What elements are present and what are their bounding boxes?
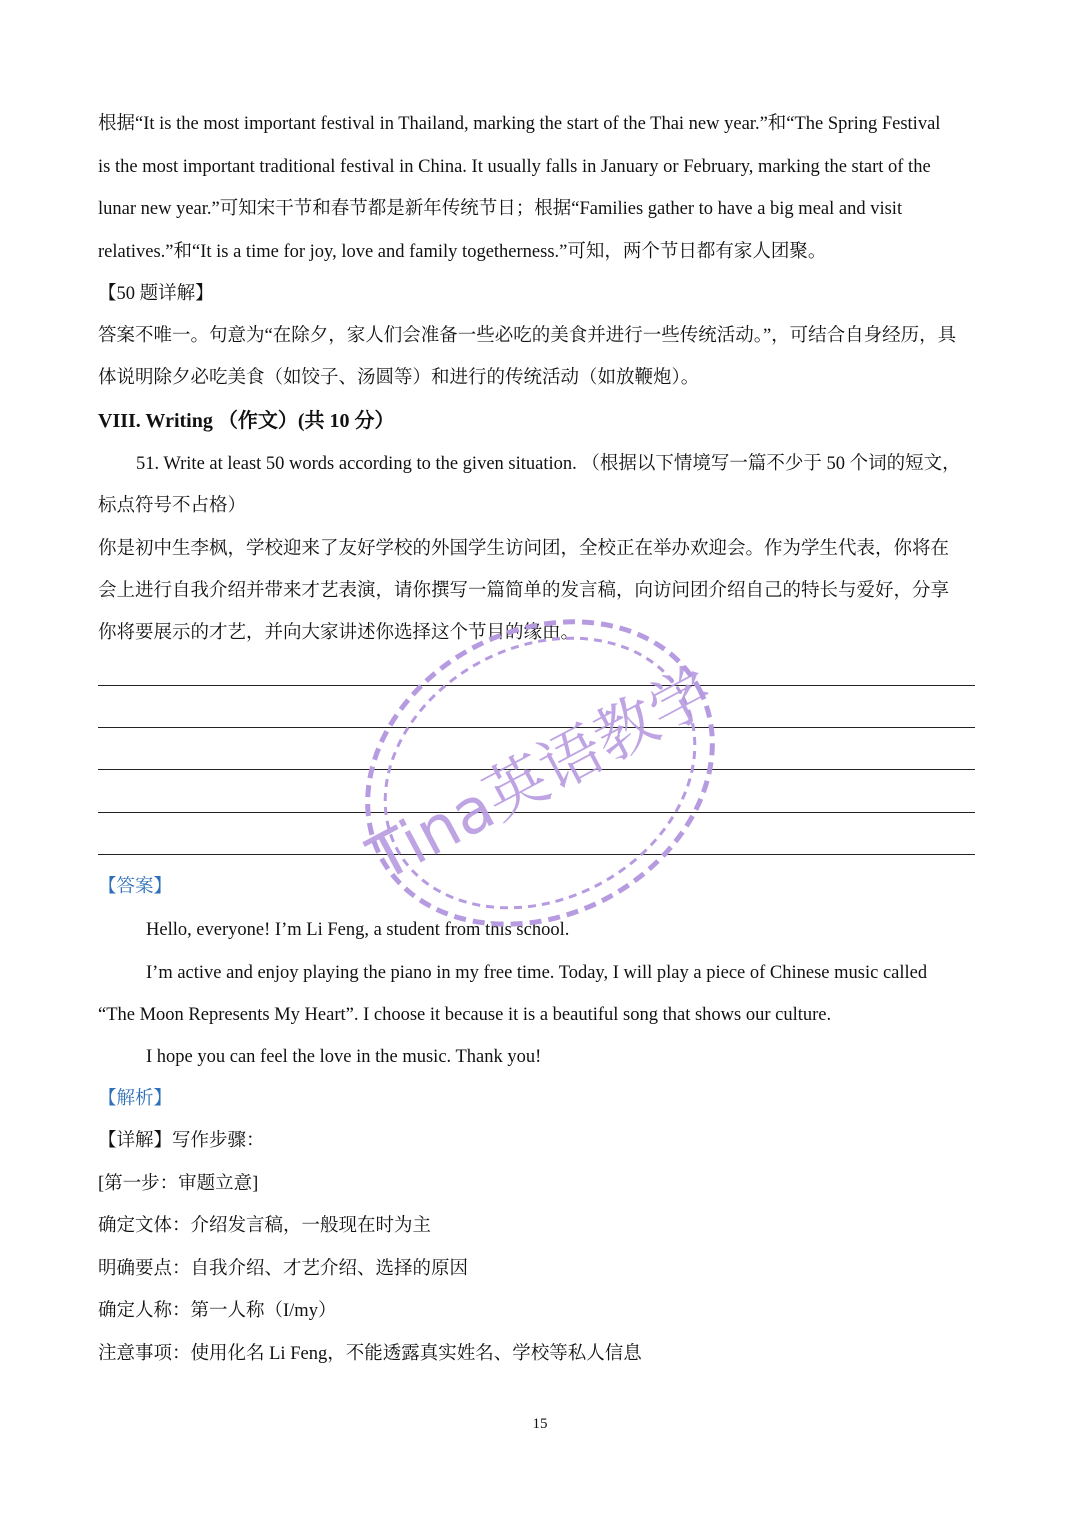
answer-line: I’m active and enjoy playing the piano in my free time. Today, I will play a piece of Chinese music called [146, 963, 928, 983]
analysis-label: 【解析】 [98, 1089, 173, 1109]
situation-line: 你将要展示的才艺，并向大家讲述你选择这个节目的缘由。 [98, 623, 580, 643]
explanation-line: is the most important traditional festival in China. It usually falls in January or February, marking the start of the [98, 157, 931, 177]
analysis-line: 注意事项：使用化名 Li Feng，不能透露真实姓名、学校等私人信息 [98, 1344, 642, 1364]
page-number: 15 [532, 1416, 548, 1432]
q51-prompt: 51. Write at least 50 words according to the given situation. （根据以下情境写一篇不少于 50 个词的短文， [136, 454, 961, 474]
stamp-outer-ring [345, 608, 735, 938]
writing-line [98, 769, 975, 770]
explanation-line: lunar new year.”可知宋干节和春节都是新年传统节日；根据“Families gather to have a big meal and visit [98, 199, 903, 219]
analysis-line: [第一步：审题立意] [98, 1174, 259, 1194]
q50-line: 答案不唯一。句意为“在除夕，家人们会准备一些必吃的美食并进行一些传统活动。”，可结合自身经历，具 [98, 326, 957, 346]
q51-prompt-cont: 标点符号不占格） [98, 496, 247, 516]
analysis-line: 确定人称：第一人称（I/my） [98, 1301, 337, 1321]
writing-line [98, 685, 975, 686]
watermark-stamp [345, 608, 735, 938]
writing-line [98, 727, 975, 728]
explanation-line: relatives.”和“It is a time for joy, love and family togetherness.”可知，两个节日都有家人团聚。 [98, 242, 827, 262]
answer-line: “The Moon Represents My Heart”. I choose it because it is a beautiful song that shows our culture. [98, 1005, 832, 1025]
answer-line: I hope you can feel the love in the music. Thank you! [146, 1047, 542, 1067]
explanation-line: 根据“It is the most important festival in Thailand, marking the start of the Thai new year.”和“The Spring Festival [98, 114, 941, 134]
analysis-line: 【详解】写作步骤： [98, 1131, 265, 1151]
situation-line: 会上进行自我介绍并带来才艺表演，请你撰写一篇简单的发言稿，向访问团介绍自己的特长与爱好，分享 [98, 581, 950, 601]
writing-line [98, 812, 975, 813]
writing-line [98, 854, 975, 855]
stamp-inner-ring [345, 608, 735, 938]
section-heading: VIII. Writing （作文）(共 10 分） [98, 410, 395, 432]
answer-label: 【答案】 [98, 877, 173, 897]
q50-title: 【50 题详解】 [98, 284, 214, 304]
answer-line: Hello, everyone! I’m Li Feng, a student from this school. [146, 920, 570, 940]
analysis-line: 确定文体：介绍发言稿，一般现在时为主 [98, 1216, 432, 1236]
analysis-line: 明确要点：自我介绍、才艺介绍、选择的原因 [98, 1259, 469, 1279]
stamp-text: Tina英语教学 [356, 653, 725, 896]
q50-line: 体说明除夕必吃美食（如饺子、汤圆等）和进行的传统活动（如放鞭炮）。 [98, 368, 700, 388]
situation-line: 你是初中生李枫，学校迎来了友好学校的外国学生访问团，全校正在举办欢迎会。作为学生代表，你将在 [98, 539, 950, 559]
